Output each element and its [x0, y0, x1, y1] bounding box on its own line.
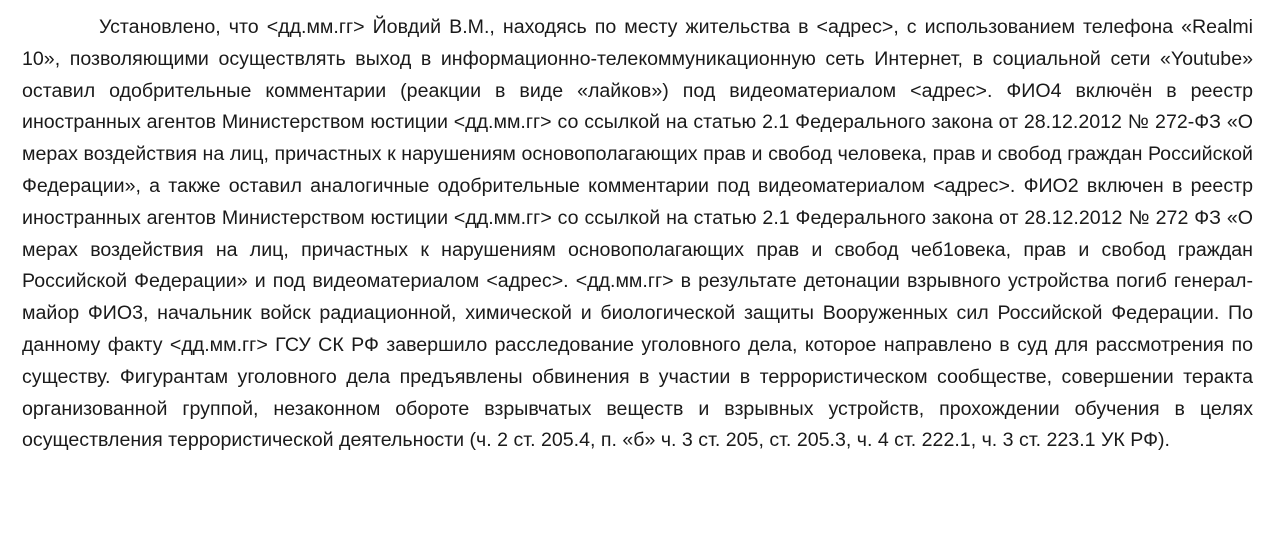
document-paragraph: Установлено, что <дд.мм.гг> Йовдий В.М., находясь по месту жительства в <адрес>, с использованием телефона «Realmi 10», позволяющими осуществлять выход в информационно-телекоммуникационную сеть Интернет, в социальной сети «Youtube» оставил одобрительные комментарии (реакции в виде «лайков») под видеоматериалом <адрес>. ФИО4 включён в реестр иностранных агентов Министерством юстиции <дд.мм.гг> со ссылкой на статью 2.1 Федерального закона от 28.12.2012 № 272-ФЗ «О мерах воздействия на лиц, причастных к нарушениям основополагающих прав и свобод человека, прав и свобод граждан Российской Федерации», а также оставил аналогичные одобрительные комментарии под видеоматериалом <адрес>. ФИО2 включен в реестр иностранных агентов Министерством юстиции <дд.мм.гг> со ссылкой на статью 2.1 Федерального закона от 28.12.2012 № 272 ФЗ «О мерах воздействия на лиц, причастных к нарушениям основополагающих прав и свобод чеб1овека, прав и свобод граждан Российской Федерации» и под видеоматериалом <адрес>. <дд.мм.гг> в результате детонации взрывного устройства погиб генерал-майор ФИО3, начальник войск радиационной, химической и биологической защиты Вооруженных сил Российской Федерации. По данному факту <дд.мм.гг> ГСУ СК РФ завершило расследование уголовного дела, которое направлено в суд для рассмотрения по существу. Фигурантам уголовного дела предъявлены обвинения в участии в террористическом сообществе, совершении теракта организованной группой, незаконном обороте взрывчатых веществ и взрывных устройств, прохождении обучения в целях осуществления террористической деятельности (ч. 2 ст. 205.4, п. «б» ч. 3 ст. 205, ст. 205.3, ч. 4 ст. 222.1, ч. 3 ст. 223.1 УК РФ).: [22, 16, 1253, 452]
